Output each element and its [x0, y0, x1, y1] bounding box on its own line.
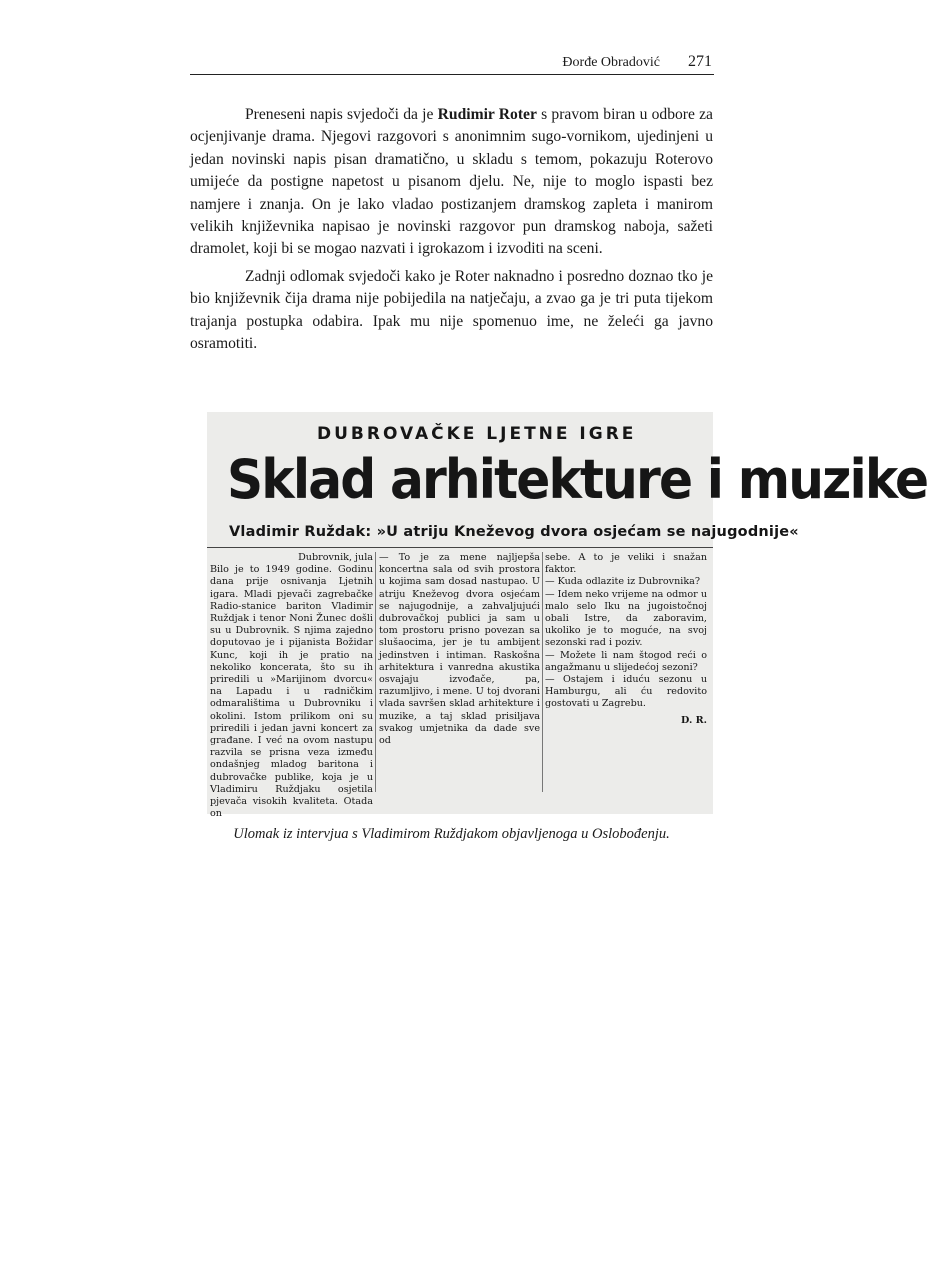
- clipping-column-2-text: — To je za mene najljepša koncertna sala od svih prostora u kojima sam dosad nastupao. U atriju Kneževog dvora osjećam se najugodnije, a zahvaljujući dubrovačkoj publici ja sam u tom prostoru prisno povezan sa slušaocima, jer je tu ambijent jedinstven i intiman. Raskošna arhitektura i vanredna akustika osvajaju izvođače, pa, razumljivo, i mene. U toj dvorani vlada savršen sklad arhitekture i muzike, a taj sklad prisiljava svakog umjetnika da dade sve od: [379, 552, 540, 747]
- newspaper-clipping: [207, 412, 927, 820]
- clipping-signature: D. R.: [681, 714, 707, 726]
- clipping-column-3-text: sebe. A to je veliki i snažan faktor. — Kuda odlazite iz Dubrovnika? — Idem neko vrijeme na odmor u malo selo Iku na jugoistočnoj obali Istre, da zaboravim, ukoliko je to moguće, na svoj sezonski rad i poziv. — Možete li nam štogod reći o angažmanu u slijedećoj sezoni? — Ostajem i iduću sezonu u Hamburgu, ali ću redovito gostovati u Zagrebu.: [545, 552, 707, 710]
- column-divider: [375, 552, 376, 792]
- body-text: [190, 104, 713, 360]
- running-header: [190, 52, 714, 75]
- clipping-column-3: [545, 552, 707, 727]
- paragraph-1-rest: s pravom biran u odbore za ocjenjivanje drama. Njegovi razgovori s anonimnim sugo-vornikom, ujedinjeni u jedan novinski napis pisan dramatično, u skladu s temom, pokazuju Roterovo umijeće da postigne napetost u pisanom djelu. Ne, nije to moglo ispasti bez namjere i znanja. On je lako vladao postizanjem dramskog zapleta i manirom velikih književnika napisao je novinski razgovor pun dramskog naboja, sažeti dramolet, koji bi se mogao nazvati i igrokazom i izvoditi na sceni.: [190, 106, 713, 258]
- column-divider: [542, 552, 543, 792]
- paragraph-2: Zadnji odlomak svjedoči kako je Roter naknadno i posredno doznao tko je bio književnik čija drama nije pobijedila na natječaju, a zvao ga je tri puta tijekom trajanja postupka odabira. Ipak mu nije spomenuo ime, ne želeći ga javno osramotiti.: [190, 267, 713, 353]
- clipping-rule: [207, 547, 713, 548]
- clipping-kicker: DUBROVAČKE LJETNE IGRE: [317, 424, 637, 444]
- paragraph-1: [190, 104, 713, 261]
- clipping-column-2: [379, 552, 540, 747]
- bold-name: Rudimir Roter: [437, 106, 537, 123]
- figure-caption: Ulomak iz intervjua s Vladimirom Ruždjakom objavljenoga u Oslobođenju.: [233, 826, 670, 842]
- paragraph-1-start: Preneseni napis svjedoči da je: [245, 106, 438, 123]
- clipping-subhead: Vladimir Ruždak: »U atriju Kneževog dvora osjećam se najugodnije«: [229, 524, 799, 540]
- header-author: Đorđe Obradović: [562, 55, 660, 70]
- clipping-dateline: Dubrovnik, jula: [298, 552, 373, 563]
- clipping-column-1: [210, 552, 373, 820]
- page-number: 271: [688, 53, 712, 70]
- clipping-headline: Sklad arhitekture i muzike: [227, 448, 927, 511]
- clipping-column-1-text: Bilo je to 1949 godine. Godinu dana prije osnivanja Ljetnih igara. Mladi pjevači zagrebačke Radio-stanice bariton Vladimir Ruždjak i tenor Noni Žunec došli su u Dubrovnik. S njima zajedno doputovao je i pijanista Božidar Kunc, koji ih je pratio na nekoliko koncerata, što su ih priredili u »Marijinom dvorcu« na Lapadu i u radničkim odmaralištima u Dubrovniku i okolini. Istom prilikom oni su priredili i jedan javni koncert za građane. I već na ovom nastupu razvila se prisna veza između ondašnjeg mladog baritona i dubrovačke publike, koja je u Vladimiru Ruždjaku osjetila pjevača visokih kvaliteta. Otada on: [210, 564, 373, 820]
